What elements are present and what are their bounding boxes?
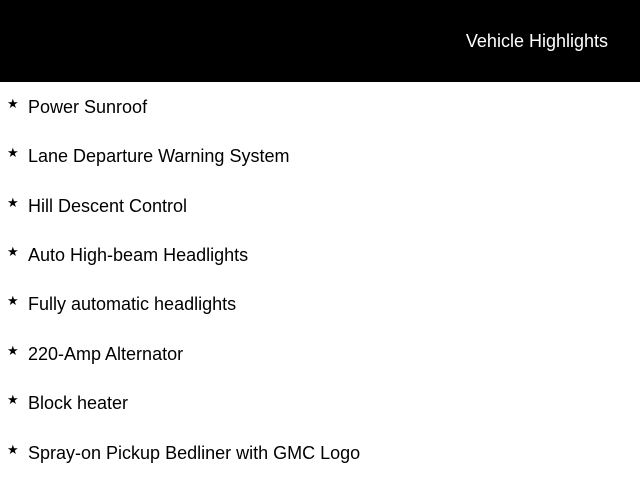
list-item (0, 243, 640, 267)
list-item (0, 441, 640, 465)
list-item (0, 342, 640, 366)
star-icon: ★ (7, 245, 19, 260)
star-icon: ★ (7, 393, 19, 408)
list-item (0, 292, 640, 316)
list-item (0, 95, 640, 119)
highlight-label: Hill Descent Control (28, 196, 188, 216)
list-item (0, 194, 640, 218)
highlight-label: Block heater (28, 393, 129, 413)
star-icon: ★ (7, 294, 19, 309)
star-icon: ★ (7, 146, 19, 161)
star-icon: ★ (7, 97, 19, 112)
highlight-label: Lane Departure Warning System (28, 146, 290, 166)
highlight-label: 220-Amp Alternator (28, 344, 184, 364)
highlight-label: Fully automatic headlights (28, 294, 237, 314)
list-item (0, 144, 640, 168)
star-icon: ★ (7, 344, 19, 359)
highlight-label: Auto High-beam Headlights (28, 245, 249, 265)
highlight-label: Power Sunroof (28, 97, 148, 117)
header-bar (0, 0, 640, 82)
list-item (0, 391, 640, 415)
star-icon: ★ (7, 443, 19, 458)
page-title: Vehicle Highlights (465, 31, 608, 51)
highlight-label: Spray-on Pickup Bedliner with GMC Logo (28, 443, 361, 463)
star-icon: ★ (7, 196, 19, 211)
